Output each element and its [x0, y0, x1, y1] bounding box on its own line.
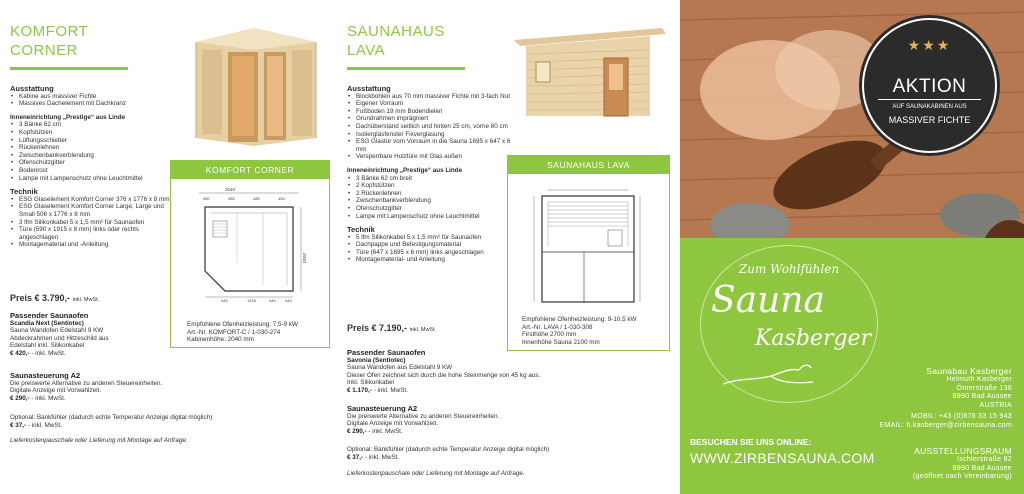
list-item: • Zwischenbankverblendung — [10, 152, 170, 160]
list-item: • 3 lfm Silikonkabel 5 x 1,5 mm² für Saunaofen — [10, 219, 170, 227]
list-item: • ESG Glastür vom Vorraum in die Sauna 1695 x 647 x 6 mm — [347, 138, 512, 153]
company-owner: Helmuth Kasberger — [946, 375, 1012, 383]
showroom-city: 8990 Bad Aussee — [952, 464, 1012, 472]
dim-label: 485 — [253, 196, 260, 201]
title-line-2: LAVA — [347, 42, 386, 59]
badge-title: AKTION — [892, 76, 967, 97]
mobile-number[interactable]: MOBIL: +43 (0)676 33 15 943 — [911, 413, 1012, 420]
list-item: • ESG Glaselement Komfort Corner 376 x 1776 x 8 mm — [10, 196, 170, 204]
floorplan-title: SAUNAHAUS LAVA — [508, 156, 669, 174]
floorplan-drawing — [528, 182, 648, 310]
text-line: Art.-Nr. LAVA / 1-030-308 — [522, 323, 593, 331]
list-item: • Montagematerial und -Anleitung — [10, 241, 170, 249]
text-line: Empfohlene Ofenheizleistung: 7,5-9 kW — [187, 321, 298, 328]
list-item: • Versperrbare Holztüre mit Glas außen — [347, 153, 512, 161]
list-item: • 3 Bänke 62 cm breit — [347, 175, 512, 183]
website-url[interactable]: WWW.ZIRBENSAUNA.COM — [690, 450, 875, 466]
dim-label: 445 — [221, 298, 228, 303]
ausstattung-list — [10, 93, 170, 108]
section-heading: Passender Saunaofen — [347, 348, 426, 357]
dim-label: 445 — [285, 298, 292, 303]
price-note: inkl. MwSt. — [409, 327, 437, 333]
logo-tagline: Zum Wohlfühlen — [738, 262, 840, 276]
steuer-lines — [347, 413, 617, 428]
visit-online-label: BESUCHEN SIE UNS ONLINE: — [690, 437, 812, 447]
list-item: • 2 Rückenlehnen — [347, 190, 512, 198]
delivery-note: Lieferkostenpauschale oder Lieferung mit Montage auf Anfrage. — [10, 437, 188, 444]
saunahaus-lava-photo — [512, 22, 667, 122]
text-line: Die preiswerte Alternative zu anderen Steuereinheiten. — [347, 412, 500, 420]
price-note: inkl. MwSt. — [72, 297, 100, 303]
optional-block: Optional: Bankfühler (dadurch echte Temperatur Anzeige digital möglich) € 37,- - inkl. MwSt. — [347, 446, 647, 461]
sauna-kasberger-logo — [700, 245, 878, 403]
floorplan-title: KOMFORT CORNER — [171, 161, 329, 179]
text-line: Die preiswerte Alternative zu anderen Steuereinheiten. — [10, 379, 163, 387]
showroom-title: AUSSTELLUNGSRAUM — [914, 446, 1012, 456]
list-item: • Ofenschutzgitter — [347, 205, 512, 213]
text-line: Art.-Nr. KOMFORT-C / 1-030-274 — [187, 328, 281, 336]
steuer-lines — [10, 380, 240, 395]
spec-list — [347, 82, 512, 264]
badge-divider — [878, 99, 981, 100]
list-item: • 2 Kopfstützen — [347, 182, 512, 190]
title-line-1: SAUNAHAUS — [347, 23, 445, 40]
title-line-1: KOMFORT — [10, 23, 89, 40]
section-heading: Inneneinrichtung „Prestige“ aus Linde — [10, 113, 126, 121]
floorplan-box — [507, 155, 670, 351]
company-street: Ötnerstraße 136 — [956, 384, 1012, 392]
section-heading: Technik — [10, 187, 38, 197]
product-title — [10, 22, 88, 60]
text-line: Edelstahl inkl. Silikonkabel — [10, 342, 85, 350]
reclining-figure-icon — [719, 358, 819, 392]
text-line: Digitale Anzeige mit Vorwahlzeit. — [347, 420, 439, 428]
dim-label: 485 — [228, 196, 235, 201]
logo-word-sauna: Sauna — [711, 280, 825, 321]
text-line: Sauna Wandofen Edelstahl 9 KW — [10, 327, 104, 335]
text-line: Abdeckrahmen und Hitzeschild aus — [10, 334, 109, 342]
list-item: • Lampe mit Lampenschutz ohne Leuchtmittel — [10, 175, 170, 183]
list-item: • Rückenlehnen — [10, 144, 170, 152]
title-line-2: CORNER — [10, 42, 79, 59]
price-note: inkl. MwSt. — [368, 453, 400, 461]
ofen-block: Passender Saunaofen Savonia (Sentiotec) Sauna Wandofen aus Edelstahl 9 KW Dieser Ofen zeichnet sich durch die hohe Steinmenge von 45 kg aus. Inkl. Silikonkabel € 1.170,- - inkl. MwSt. — [347, 349, 617, 395]
section-heading: Passender Saunaofen — [10, 311, 89, 320]
list-item: • Blockbohlen aus 70 mm massiver Fichte mit 3-fach Nut — [347, 93, 512, 101]
panel-saunahaus-lava — [340, 0, 680, 494]
showroom-hours: (geöffnet nach Vereinbarung) — [913, 473, 1012, 481]
company-contact — [880, 413, 1012, 431]
list-item: • Dachpappe und Befestigungsmaterial — [347, 241, 512, 249]
list-item: • Lüftungsschieber — [10, 137, 170, 145]
optional-price: € 37,- — [347, 453, 364, 461]
price-note: inkl. MwSt. — [377, 386, 408, 394]
company-address — [926, 367, 1012, 411]
dim-label: 450 — [278, 196, 285, 201]
list-item: • Massives Dachelement mit Dachkranz — [10, 100, 170, 108]
price-note: inkl. MwSt. — [372, 427, 403, 435]
technik-list — [10, 196, 170, 249]
delivery-note: Lieferkostenpauschale oder Lieferung mit Montage auf Anfrage. — [347, 470, 525, 477]
list-item: • Kabine aus massiver Fichte — [10, 93, 170, 101]
dim-label: 440 — [269, 298, 276, 303]
komfort-corner-photo — [188, 20, 320, 150]
text-line: Sauna Wandofen aus Edelstahl 9 KW — [347, 364, 453, 372]
dim-label: 2040 — [302, 253, 307, 264]
text-line: Innenhöhe Sauna 2100 mm — [522, 338, 600, 346]
list-item: • Türe (590 x 1915 x 8 mm) links oder rechts angeschlagen — [10, 226, 170, 241]
optional-price: € 37,- — [10, 421, 27, 429]
dim-label: 2040 — [225, 187, 236, 192]
text-line: Inkl. Silikonkabel — [347, 379, 394, 387]
text-line: Empfohlene Ofenheizleistung: 9-10,5 kW — [522, 316, 637, 323]
product-title — [347, 22, 445, 60]
ofen-name: Savonia (Sentiotec) — [347, 356, 406, 364]
inneneinrichtung-list — [347, 175, 512, 221]
section-heading: Ausstattung — [10, 84, 54, 93]
text-line: Digitale Anzeige mit Vorwahlzeit. — [10, 387, 102, 395]
company-name: Saunabau Kasberger — [926, 366, 1012, 376]
list-item: • ESG Glaselement Komfort Corner Large, Large und Small 506 x 1776 x 8 mm — [10, 203, 170, 218]
list-item: • Zwischenbankverblendung — [347, 197, 512, 205]
section-heading: Inneneinrichtung „Prestige“ aus Linde — [347, 166, 463, 174]
text-line: Kabinenhöhe: 2040 mm — [187, 336, 254, 344]
price-note: inkl. MwSt. — [35, 349, 66, 357]
section-heading: Saunasteuerung A2 — [10, 371, 81, 380]
steuer-price: € 290,- — [347, 427, 367, 435]
price-note: inkl. MwSt. — [35, 394, 66, 402]
showroom-street: Ischlerstraße 82 — [957, 455, 1012, 463]
dim-label: 450 — [203, 196, 210, 201]
list-item: • Ofenschutzgitter — [10, 159, 170, 167]
price-note: inkl. MwSt. — [31, 421, 63, 429]
floorplan-box — [170, 160, 330, 348]
steuer-price: € 290,- — [10, 394, 30, 402]
floorplan-drawing — [177, 183, 323, 303]
company-city: 8990 Bad Aussee — [952, 393, 1012, 401]
ofen-name: Scandia Next (Sentiotec) — [10, 319, 84, 327]
inneneinrichtung-list — [10, 121, 170, 182]
list-item: • Fußboden 19 mm Bodendielen — [347, 108, 512, 116]
star-icons: ★★★ — [907, 37, 952, 53]
section-heading: Saunasteuerung A2 — [347, 404, 418, 413]
title-underline — [347, 67, 465, 70]
badge-subtitle-2: MASSIVER FICHTE — [888, 115, 971, 125]
ofen-lines — [347, 364, 617, 387]
price — [10, 293, 99, 303]
section-heading: Technik — [347, 225, 375, 235]
floorplan-caption — [522, 316, 667, 346]
optional-text: Optional: Bankfühler (dadurch echte Temperatur Anzeige digital möglich) — [347, 446, 550, 453]
optional-text: Optional: Bankfühler (dadurch echte Temperatur Anzeige digital möglich) — [10, 414, 213, 421]
company-country: AUSTRIA — [979, 402, 1012, 410]
dim-label: 1425 — [247, 298, 256, 303]
list-item: • Isoliergläsfenster Fixverglasung — [347, 131, 512, 139]
badge-subtitle: AUF SAUNAKABINEN AUS — [892, 104, 967, 110]
list-item: • 3 Bänke 62 cm — [10, 121, 170, 129]
ofen-block: Passender Saunaofen Scandia Next (Sentiotec) Sauna Wandofen Edelstahl 9 KW Abdeckrahmen und Hitzeschild aus Edelstahl inkl. Silikonkabel € 420,- - inkl. MwSt. — [10, 312, 180, 358]
list-item: • Grundrahmen imprägniert — [347, 115, 512, 123]
floorplan-caption — [187, 321, 327, 344]
list-item: • Kopfstützen — [10, 129, 170, 137]
section-heading: Ausstattung — [347, 84, 391, 93]
text-line: Dieser Ofen zeichnet sich durch die hohe Steinmenge von 45 kg aus. — [347, 371, 541, 379]
price — [347, 323, 436, 333]
spec-list — [10, 82, 170, 249]
steuerung-block: Saunasteuerung A2 Die preiswerte Alternative zu anderen Steuereinheiten. Digitale Anzeige mit Vorwahlzeit. € 290,- - inkl. MwSt. — [347, 405, 617, 435]
list-item: • Türe (647 x 1695 x 6 mm) links angeschlagen — [347, 249, 512, 257]
list-item: • 5 lfm Silikonkabel 5 x 1,5 mm² für Saunaofen — [347, 234, 512, 242]
ofen-price: € 420,- — [10, 349, 30, 357]
list-item: • Bodenrost — [10, 167, 170, 175]
aktion-badge — [862, 18, 997, 153]
technik-list — [347, 234, 512, 264]
list-item: • Lampe mit Lampenschutz ohne Leuchtmittel — [347, 213, 512, 221]
steuerung-block: Saunasteuerung A2 Die preiswerte Alternative zu anderen Steuereinheiten. Digitale Anzeige mit Vorwahlzeit. € 290,- - inkl. MwSt. — [10, 372, 240, 402]
list-item: • Eigener Vorraum — [347, 100, 512, 108]
logo-word-kasberger: Kasberger — [755, 326, 872, 351]
price-value: Preis € 3.790,- — [10, 293, 71, 303]
panel-komfort-corner — [0, 0, 340, 494]
ausstattung-list — [347, 93, 512, 161]
optional-block: Optional: Bankfühler (dadurch echte Temperatur Anzeige digital möglich) € 37,- - inkl. MwSt. — [10, 414, 310, 429]
ofen-lines — [10, 327, 180, 350]
title-underline — [10, 67, 128, 70]
list-item: • Montagematerial- und Anleitung — [347, 256, 512, 264]
price-value: Preis € 7.190,- — [347, 323, 408, 333]
text-line: Firsthöhe 2700 mm — [522, 331, 577, 339]
list-item: • Dachüberstand seitlich und hinten 25 cm, vorne 80 cm — [347, 123, 512, 131]
ofen-price: € 1.170,- — [347, 386, 372, 394]
showroom-address — [913, 447, 1012, 482]
email-address[interactable]: EMAIL: h.kasberger@zirbensauna.com — [879, 421, 1012, 429]
